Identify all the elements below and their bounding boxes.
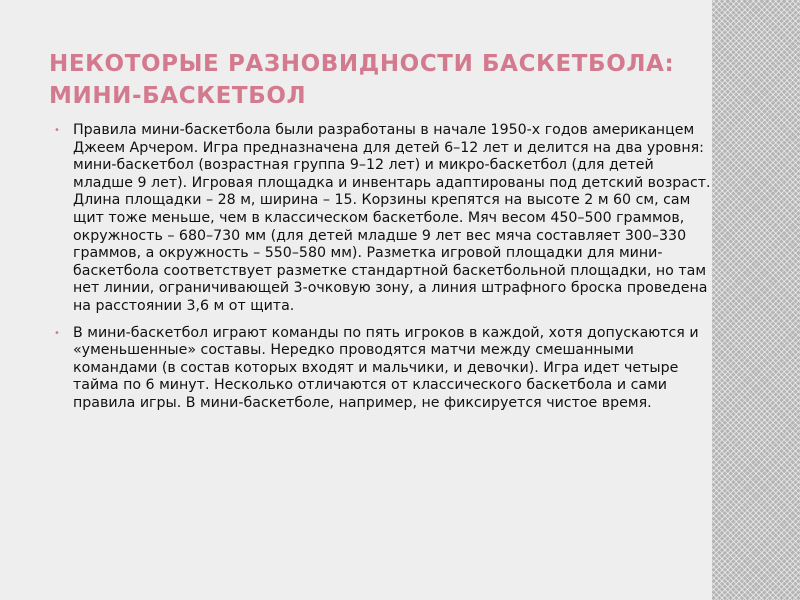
slide-title: НЕКОТОРЫЕ РАЗНОВИДНОСТИ БАСКЕТБОЛА: МИНИ-БАСКЕТБОЛ — [49, 51, 675, 109]
bullet-text: В мини-баскетбол играют команды по пять игроков в каждой, хотя допускаются и «уменьшенные» составы. Нередко проводятся матчи между смешанными командами (в состав которых входят и мальчики, и девочки). Игра идет четыре тайма по 6 минут. Несколько отличаются от классического баскетбола и сами правила игры. В мини-баскетболе, например, не фиксируется чистое время. — [73, 324, 699, 411]
bullet-item — [52, 325, 717, 413]
bullet-text: Правила мини-баскетбола были разработаны в начале 1950-х годов американцем Джеем Арчером. Игра предназначена для детей 6–12 лет и делится на два уровня: мини-баскетбол (возрастная группа 9–12 лет) и микро-баскетбол (для детей младше 9 лет). Игровая площадка и инвентарь адаптированы под детский возраст. Длина площадки – 28 м, ширина – 15. Корзины крепятся на высоте 2 м 60 см, сам щит тоже меньше, чем в классическом баскетболе. Мяч весом 450–500 граммов, окружность – 680–730 мм (для детей младше 9 лет вес мяча составляет 300–330 граммов, а окружность – 550–580 мм). Разметка игровой площадки для мини-баскетбола соответствует разметке стандартной баскетбольной площадки, но там нет линии, ограничивающей 3-очковую зону, а линия штрафного броска проведена на расстоянии 3,6 м от щита. — [73, 122, 711, 314]
bullet-list — [52, 122, 717, 422]
bullet-dot-icon: • — [54, 125, 60, 136]
decorative-side-stripe — [712, 0, 800, 600]
bullet-item — [52, 122, 717, 316]
bullet-dot-icon: • — [54, 327, 60, 339]
